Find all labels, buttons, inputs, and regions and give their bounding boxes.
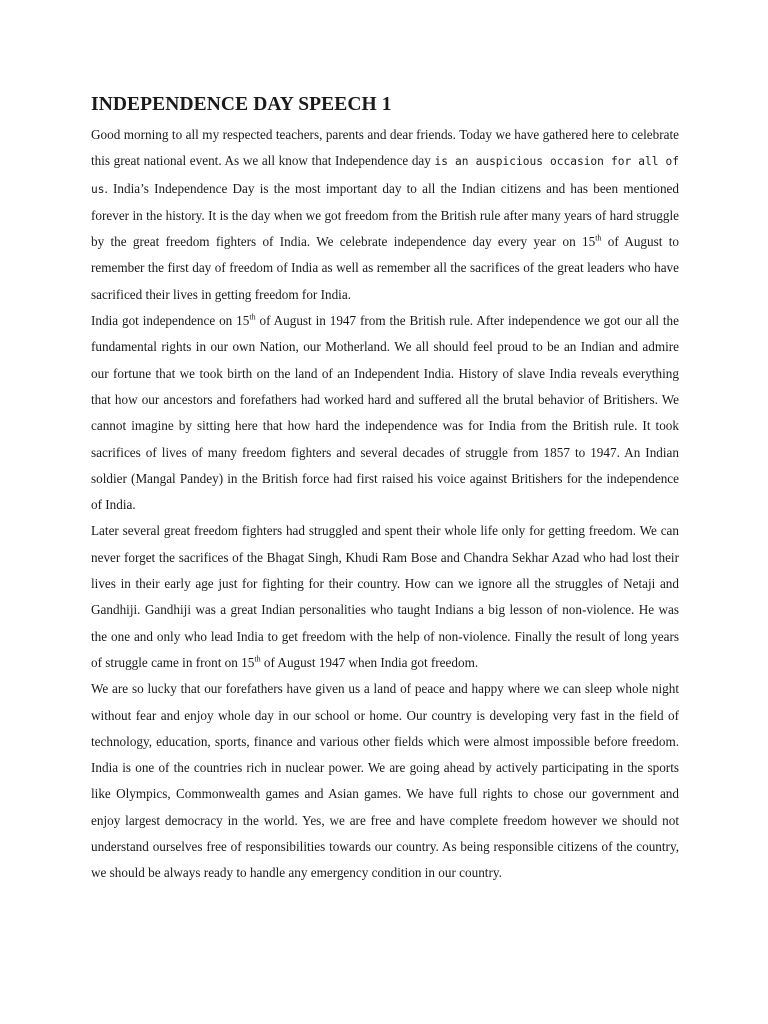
text-run: We are so lucky that our forefathers have given us a land of peace and happy where we can sleep whole night without fear and enjoy whole day in our school or home. Our country is developing very fast in the field of technology, education, sports, finance and various other fields which were almost impossible before freedom. India is one of the countries rich in nuclear power. We are going ahead by actively participating in the sports like Olympics, Commonwealth games and Asian games. We have full rights to chose our government and enjoy largest democracy in the world. Yes, we are free and have complete freedom however we should not understand ourselves free of responsibilities towards our country. As being responsible citizens of the country, we should be always ready to handle any emergency condition in our country. [91,681,679,881]
document-body [91,92,679,887]
speech-paragraph-1 [91,122,679,308]
text-run: of August 1947 when India got freedom. [260,654,479,670]
speech-paragraph-3 [91,518,679,676]
document-title: INDEPENDENCE DAY SPEECH 1 [91,94,392,115]
text-run: of August to remember the first day of freedom of India as well as remember all the sacrifices of the great leaders who have sacrificed their lives in getting freedom for India. [91,234,679,302]
ordinal-suffix: th [249,312,256,322]
speech-paragraph-4 [91,676,679,886]
text-run: Good morning to all my respected teachers, parents and dear friends. Today we have gathered here to celebrate this great national event. As we all know that Independence day [91,127,679,169]
text-run: of August in 1947 from the British rule. After independence we got our all the fundamental rights in our own Nation, our Motherland. We all should feel proud to be an Indian and admire our fortune that we took birth on the land of an Independent India. History of slave India reveals everything that how our ancestors and forefathers had worked hard and suffered all the brutal behavior of Britishers. We cannot imagine by sitting here that how hard the independence was for India from the British rule. It took sacrifices of lives of many freedom fighters and several decades of struggle from 1857 to 1947. An Indian soldier (Mangal Pandey) in the British force had first raised his voice against Britishers for the independence of India. [91,313,679,513]
ordinal-suffix: th [254,654,261,664]
speech-paragraph-2 [91,308,679,518]
text-run: . India’s Independence Day is the most important day to all the Indian citizens and has been mentioned forever in the history. It is the day when we got freedom from the British rule after many years of hard struggle by the great freedom fighters of India. We celebrate independence day every year on 15 [91,180,679,250]
text-run-monospace: is an auspicious occasion for all of us [91,155,679,196]
ordinal-suffix: th [595,233,602,243]
text-run: India got independence on 15 [91,313,250,329]
text-run: Later several great freedom fighters had struggled and spent their whole life only for getting freedom. We can never forget the sacrifices of the Bhagat Singh, Khudi Ram Bose and Chandra Sekhar Azad who had lost their lives in their early age just for fighting for their country. How can we ignore all the struggles of Netaji and Gandhiji. Gandhiji was a great Indian personalities who taught Indians a big lesson of non-violence. He was the one and only who lead India to get freedom with the help of non-violence. Finally the result of long years of struggle came in front on 15 [91,523,679,670]
